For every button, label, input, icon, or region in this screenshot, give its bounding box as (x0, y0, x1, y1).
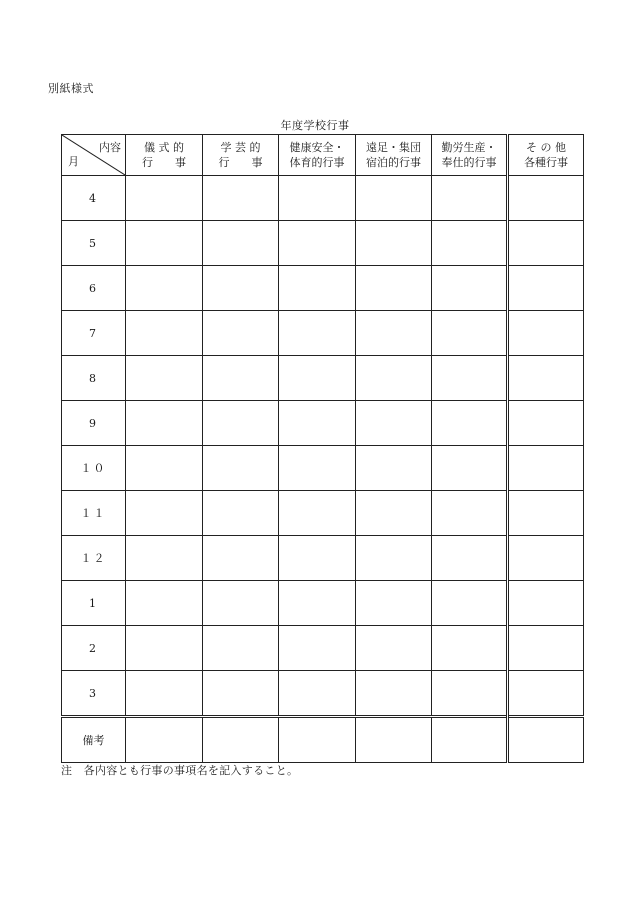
table-cell[interactable] (432, 717, 508, 763)
table-row (62, 626, 584, 671)
table-row (62, 401, 584, 446)
column-header-line2: 体育的行事 (289, 156, 345, 169)
table-cell[interactable] (356, 401, 432, 446)
table-cell[interactable] (432, 176, 508, 221)
table-cell[interactable] (203, 446, 279, 491)
table-cell[interactable] (126, 356, 203, 401)
table-cell[interactable] (279, 221, 356, 266)
table-row (62, 491, 584, 536)
table-cell[interactable] (508, 176, 584, 221)
table-cell[interactable] (432, 401, 508, 446)
footnote: 注 各内容とも行事の事項名を記入すること。 (61, 764, 299, 777)
table-cell[interactable] (356, 717, 432, 763)
table-cell[interactable] (356, 491, 432, 536)
column-header-health-sports (279, 135, 356, 176)
table-cell[interactable] (356, 311, 432, 356)
table-cell[interactable] (203, 491, 279, 536)
table-cell[interactable] (356, 446, 432, 491)
column-header-line1: 勤労生産・ (441, 141, 497, 154)
table-cell[interactable] (279, 446, 356, 491)
table-cell[interactable] (356, 671, 432, 717)
month-label: 3 (62, 671, 126, 717)
table-row (62, 581, 584, 626)
table-cell[interactable] (203, 401, 279, 446)
table-cell[interactable] (432, 266, 508, 311)
column-header-cultural (203, 135, 279, 176)
month-label: １０ (62, 446, 126, 491)
table-cell[interactable] (508, 221, 584, 266)
table-cell[interactable] (508, 717, 584, 763)
table-cell[interactable] (126, 401, 203, 446)
month-label: 9 (62, 401, 126, 446)
month-label: １１ (62, 491, 126, 536)
column-header-line1: 儀 式 的 (144, 141, 184, 154)
table-cell[interactable] (432, 491, 508, 536)
table-cell[interactable] (279, 671, 356, 717)
table-cell[interactable] (126, 176, 203, 221)
month-label: 7 (62, 311, 126, 356)
form-label: 別紙様式 (48, 82, 94, 95)
table-cell[interactable] (356, 581, 432, 626)
table-cell[interactable] (126, 311, 203, 356)
table-cell[interactable] (508, 446, 584, 491)
table-cell[interactable] (126, 536, 203, 581)
column-header-other (508, 135, 584, 176)
corner-header-cell (62, 135, 126, 176)
table-cell[interactable] (356, 221, 432, 266)
table-cell[interactable] (126, 266, 203, 311)
month-label: 2 (62, 626, 126, 671)
month-label: 1 (62, 581, 126, 626)
table-cell[interactable] (203, 221, 279, 266)
table-cell[interactable] (508, 401, 584, 446)
table-cell[interactable] (279, 311, 356, 356)
table-cell[interactable] (279, 626, 356, 671)
table-cell[interactable] (203, 356, 279, 401)
table-cell[interactable] (203, 536, 279, 581)
column-header-line1: 学 芸 的 (220, 141, 261, 154)
table-cell[interactable] (203, 671, 279, 717)
table-cell[interactable] (508, 491, 584, 536)
table-row (62, 266, 584, 311)
table-row (62, 671, 584, 717)
table-cell[interactable] (279, 491, 356, 536)
table-cell[interactable] (126, 581, 203, 626)
table-cell[interactable] (432, 581, 508, 626)
table-cell[interactable] (356, 176, 432, 221)
table-cell[interactable] (432, 311, 508, 356)
remarks-label: 備考 (62, 717, 126, 763)
column-header-line2: 奉仕的行事 (441, 156, 497, 169)
table-row (62, 221, 584, 266)
table-cell[interactable] (203, 581, 279, 626)
table-cell[interactable] (508, 626, 584, 671)
column-header-line1: そ の 他 (526, 141, 566, 154)
table-cell[interactable] (508, 311, 584, 356)
table-cell[interactable] (126, 446, 203, 491)
table-cell[interactable] (203, 176, 279, 221)
table-cell[interactable] (279, 717, 356, 763)
table-cell[interactable] (432, 626, 508, 671)
table-row (62, 536, 584, 581)
corner-month-label: 月 (68, 155, 79, 168)
table-cell[interactable] (126, 491, 203, 536)
school-events-table (61, 134, 584, 763)
month-label: 8 (62, 356, 126, 401)
column-header-line1: 健康安全・ (289, 141, 345, 154)
table-row (62, 311, 584, 356)
table-cell[interactable] (279, 401, 356, 446)
column-header-line2: 宿泊的行事 (366, 156, 421, 169)
table-cell[interactable] (356, 536, 432, 581)
table-cell[interactable] (126, 221, 203, 266)
table-row (62, 446, 584, 491)
table-cell[interactable] (508, 356, 584, 401)
table-cell[interactable] (126, 671, 203, 717)
table-cell[interactable] (508, 671, 584, 717)
remarks-row (62, 717, 584, 763)
table-cell[interactable] (203, 266, 279, 311)
column-header-excursion (356, 135, 432, 176)
table-cell[interactable] (126, 626, 203, 671)
column-header-labor-service (432, 135, 508, 176)
table-cell[interactable] (279, 176, 356, 221)
table-cell[interactable] (203, 717, 279, 763)
table-cell[interactable] (279, 356, 356, 401)
table-row (62, 176, 584, 221)
table-cell[interactable] (432, 221, 508, 266)
table-cell[interactable] (279, 266, 356, 311)
table-cell[interactable] (203, 311, 279, 356)
table-cell[interactable] (432, 446, 508, 491)
table-cell[interactable] (279, 581, 356, 626)
table-cell[interactable] (279, 536, 356, 581)
table-cell[interactable] (508, 266, 584, 311)
table-title: 年度学校行事 (280, 119, 350, 132)
table-cell[interactable] (203, 626, 279, 671)
table-cell[interactable] (508, 581, 584, 626)
table-cell[interactable] (126, 717, 203, 763)
month-rows (62, 176, 584, 763)
column-header-line1: 遠足・集団 (366, 141, 421, 154)
column-header-ceremonial (126, 135, 203, 176)
table-cell[interactable] (356, 266, 432, 311)
month-label: 4 (62, 176, 126, 221)
corner-content-label: 内容 (99, 141, 121, 154)
table-cell[interactable] (432, 536, 508, 581)
month-label: 5 (62, 221, 126, 266)
month-label: １２ (62, 536, 126, 581)
table-cell[interactable] (356, 356, 432, 401)
header-row (62, 135, 584, 176)
table-row (62, 356, 584, 401)
month-label: 6 (62, 266, 126, 311)
column-header-line2: 各種行事 (524, 156, 568, 169)
table-cell[interactable] (432, 356, 508, 401)
column-header-line2: 行 事 (218, 156, 263, 169)
table-cell[interactable] (508, 536, 584, 581)
table-cell[interactable] (356, 626, 432, 671)
table-cell[interactable] (432, 671, 508, 717)
column-header-line2: 行 事 (142, 156, 186, 169)
